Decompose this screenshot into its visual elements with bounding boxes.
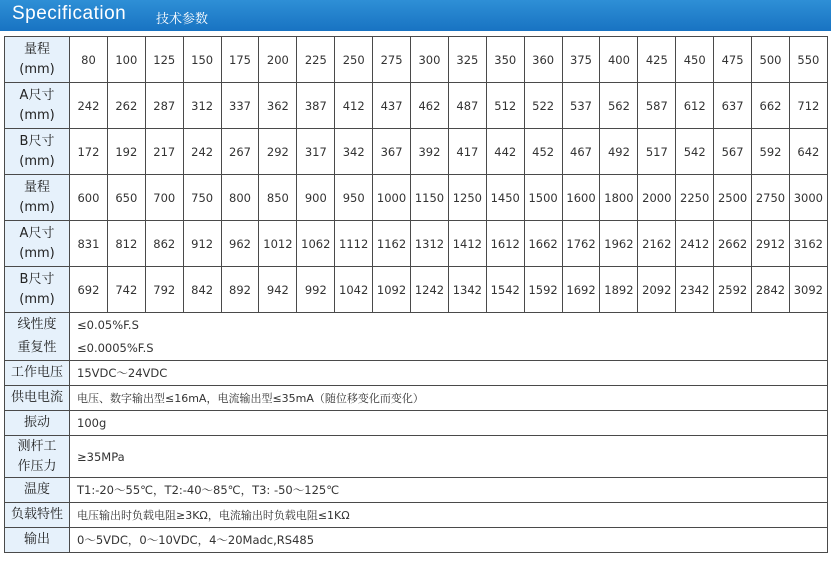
spec-label: 负载特性	[5, 503, 70, 528]
value-cell: 487	[448, 83, 486, 129]
value-cell: 1092	[373, 267, 411, 313]
row-label	[5, 267, 70, 313]
banner-title-cn: 技术参数	[156, 12, 209, 27]
spec-label: 振动	[5, 411, 70, 436]
value-cell: 400	[600, 37, 638, 83]
value-cell: 267	[221, 129, 259, 175]
spec-label: 工作电压	[5, 361, 70, 386]
value-cell: 367	[373, 129, 411, 175]
value-cell: 842	[183, 267, 221, 313]
value-cell: 175	[221, 37, 259, 83]
dimension-rows	[5, 37, 828, 313]
value-cell: 900	[297, 175, 335, 221]
value-cell: 1450	[486, 175, 524, 221]
value-cell: 2000	[638, 175, 676, 221]
value-cell: 262	[107, 83, 145, 129]
value-cell: 250	[335, 37, 373, 83]
spec-table	[4, 36, 828, 553]
value-cell: 2092	[638, 267, 676, 313]
banner-title-en: Specification	[12, 3, 127, 24]
spec-rows	[5, 313, 828, 553]
value-cell: 700	[145, 175, 183, 221]
value-cell: 475	[714, 37, 752, 83]
value-cell: 2412	[676, 221, 714, 267]
dimension-row	[5, 83, 828, 129]
value-cell: 1612	[486, 221, 524, 267]
value-cell: 1892	[600, 267, 638, 313]
value-cell: 750	[183, 175, 221, 221]
value-cell: 2342	[676, 267, 714, 313]
spec-value: 0～5VDC，0～10VDC，4～20Madc,RS485	[70, 528, 828, 553]
value-cell: 200	[259, 37, 297, 83]
value-cell: 3000	[789, 175, 827, 221]
row-label-name: A尺寸	[19, 87, 55, 103]
spec-label: 输出	[5, 528, 70, 553]
value-cell: 1412	[448, 221, 486, 267]
row-label-unit: (mm)	[19, 291, 55, 307]
spec-value: ≤0.0005%F.S	[70, 337, 828, 361]
value-cell: 962	[221, 221, 259, 267]
value-cell: 692	[70, 267, 108, 313]
value-cell: 992	[297, 267, 335, 313]
value-cell: 942	[259, 267, 297, 313]
value-cell: 1150	[411, 175, 449, 221]
spec-label: 供电电流	[5, 386, 70, 411]
value-cell: 150	[183, 37, 221, 83]
value-cell: 2592	[714, 267, 752, 313]
value-cell: 550	[789, 37, 827, 83]
value-cell: 2912	[752, 221, 790, 267]
spec-row-vibration	[5, 411, 828, 436]
dimension-row	[5, 221, 828, 267]
spec-label: 线性度	[5, 313, 70, 337]
value-cell: 2842	[752, 267, 790, 313]
value-cell: 792	[145, 267, 183, 313]
row-label-name: 量程	[23, 41, 50, 57]
row-label	[5, 129, 70, 175]
value-cell: 392	[411, 129, 449, 175]
value-cell: 1692	[562, 267, 600, 313]
value-cell: 1312	[411, 221, 449, 267]
spec-label-line1: 测杆工	[17, 438, 57, 454]
value-cell: 350	[486, 37, 524, 83]
value-cell: 800	[221, 175, 259, 221]
value-cell: 242	[183, 129, 221, 175]
value-cell: 600	[70, 175, 108, 221]
spec-value: T1:-20～55℃，T2:-40～85℃，T3: -50～125℃	[70, 478, 828, 503]
value-cell: 612	[676, 83, 714, 129]
value-cell: 537	[562, 83, 600, 129]
row-label-unit: (mm)	[19, 153, 55, 169]
value-cell: 325	[448, 37, 486, 83]
value-cell: 862	[145, 221, 183, 267]
spec-row-current	[5, 386, 828, 411]
value-cell: 812	[107, 221, 145, 267]
dimension-row	[5, 129, 828, 175]
dimension-row	[5, 175, 828, 221]
value-cell: 80	[70, 37, 108, 83]
value-cell: 850	[259, 175, 297, 221]
value-cell: 492	[600, 129, 638, 175]
value-cell: 2662	[714, 221, 752, 267]
value-cell: 2250	[676, 175, 714, 221]
value-cell: 567	[714, 129, 752, 175]
value-cell: 1112	[335, 221, 373, 267]
row-label	[5, 37, 70, 83]
dimension-row	[5, 37, 828, 83]
spec-value: 电压输出时负载电阻≥3KΩ，电流输出时负载电阻≤1KΩ	[70, 503, 828, 528]
spec-value: 15VDC～24VDC	[70, 361, 828, 386]
spec-row-voltage	[5, 361, 828, 386]
row-label-unit: (mm)	[19, 61, 55, 77]
spec-row-pressure	[5, 436, 828, 478]
value-cell: 362	[259, 83, 297, 129]
value-cell: 1062	[297, 221, 335, 267]
value-cell: 500	[752, 37, 790, 83]
value-cell: 125	[145, 37, 183, 83]
value-cell: 2750	[752, 175, 790, 221]
value-cell: 950	[335, 175, 373, 221]
value-cell: 512	[486, 83, 524, 129]
spec-row-load	[5, 503, 828, 528]
row-label-unit: (mm)	[19, 199, 55, 215]
spec-value: ≥35MPa	[70, 436, 828, 478]
spec-label	[5, 436, 70, 478]
value-cell: 517	[638, 129, 676, 175]
spec-row-output	[5, 528, 828, 553]
value-cell: 1800	[600, 175, 638, 221]
value-cell: 3092	[789, 267, 827, 313]
value-cell: 912	[183, 221, 221, 267]
row-label-name: A尺寸	[19, 225, 55, 241]
spec-banner	[0, 0, 831, 31]
spec-label: 温度	[5, 478, 70, 503]
value-cell: 292	[259, 129, 297, 175]
value-cell: 337	[221, 83, 259, 129]
value-cell: 637	[714, 83, 752, 129]
value-cell: 642	[789, 129, 827, 175]
value-cell: 287	[145, 83, 183, 129]
value-cell: 1042	[335, 267, 373, 313]
value-cell: 317	[297, 129, 335, 175]
value-cell: 462	[411, 83, 449, 129]
value-cell: 242	[70, 83, 108, 129]
value-cell: 217	[145, 129, 183, 175]
value-cell: 100	[107, 37, 145, 83]
spec-row-linearity	[5, 313, 828, 337]
dimension-row	[5, 267, 828, 313]
value-cell: 425	[638, 37, 676, 83]
value-cell: 1242	[411, 267, 449, 313]
value-cell: 300	[411, 37, 449, 83]
value-cell: 1250	[448, 175, 486, 221]
value-cell: 1500	[524, 175, 562, 221]
value-cell: 1542	[486, 267, 524, 313]
value-cell: 450	[676, 37, 714, 83]
value-cell: 1592	[524, 267, 562, 313]
value-cell: 172	[70, 129, 108, 175]
row-label-name: B尺寸	[19, 133, 55, 149]
value-cell: 452	[524, 129, 562, 175]
value-cell: 360	[524, 37, 562, 83]
spec-row-temperature	[5, 478, 828, 503]
row-label	[5, 175, 70, 221]
row-label-unit: (mm)	[19, 245, 55, 261]
value-cell: 587	[638, 83, 676, 129]
row-label-name: B尺寸	[19, 271, 55, 287]
value-cell: 1962	[600, 221, 638, 267]
value-cell: 1012	[259, 221, 297, 267]
row-label-unit: (mm)	[19, 107, 55, 123]
value-cell: 1600	[562, 175, 600, 221]
value-cell: 1342	[448, 267, 486, 313]
value-cell: 2162	[638, 221, 676, 267]
value-cell: 2500	[714, 175, 752, 221]
value-cell: 192	[107, 129, 145, 175]
value-cell: 892	[221, 267, 259, 313]
value-cell: 1762	[562, 221, 600, 267]
value-cell: 592	[752, 129, 790, 175]
value-cell: 562	[600, 83, 638, 129]
value-cell: 467	[562, 129, 600, 175]
value-cell: 831	[70, 221, 108, 267]
value-cell: 412	[335, 83, 373, 129]
row-label	[5, 83, 70, 129]
value-cell: 417	[448, 129, 486, 175]
spec-label-line2: 作压力	[17, 458, 57, 474]
value-cell: 342	[335, 129, 373, 175]
value-cell: 1000	[373, 175, 411, 221]
row-label	[5, 221, 70, 267]
value-cell: 650	[107, 175, 145, 221]
value-cell: 742	[107, 267, 145, 313]
value-cell: 442	[486, 129, 524, 175]
value-cell: 225	[297, 37, 335, 83]
value-cell: 1662	[524, 221, 562, 267]
value-cell: 387	[297, 83, 335, 129]
value-cell: 712	[789, 83, 827, 129]
spec-row-repeatability	[5, 337, 828, 361]
spec-value: 电压、数字输出型≤16mA，电流输出型≤35mA（随位移变化而变化）	[70, 386, 828, 411]
value-cell: 437	[373, 83, 411, 129]
value-cell: 375	[562, 37, 600, 83]
value-cell: 542	[676, 129, 714, 175]
value-cell: 3162	[789, 221, 827, 267]
spec-value: 100g	[70, 411, 828, 436]
value-cell: 662	[752, 83, 790, 129]
value-cell: 1162	[373, 221, 411, 267]
value-cell: 522	[524, 83, 562, 129]
value-cell: 275	[373, 37, 411, 83]
spec-value: ≤0.05%F.S	[70, 313, 828, 337]
spec-label: 重复性	[5, 337, 70, 361]
row-label-name: 量程	[23, 179, 50, 195]
value-cell: 312	[183, 83, 221, 129]
